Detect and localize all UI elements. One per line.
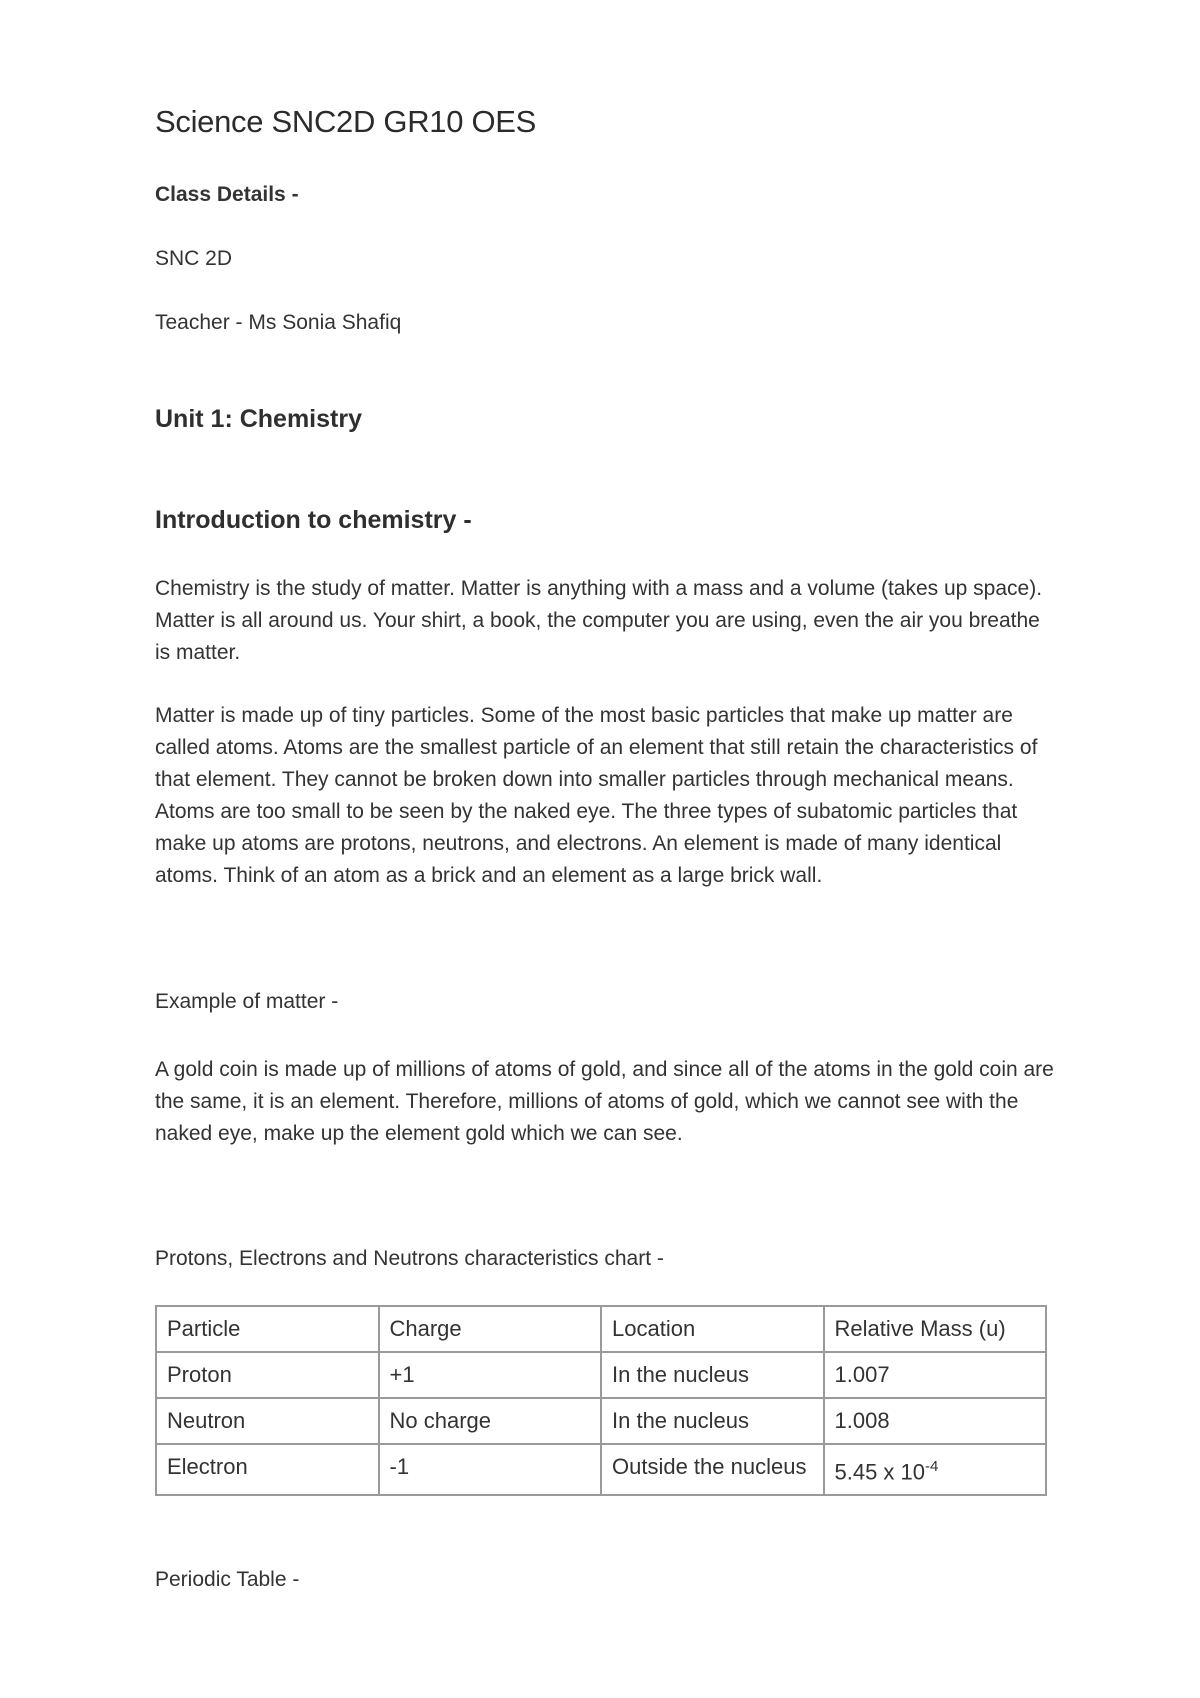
header-cell: Charge: [379, 1306, 602, 1352]
unit-heading: Unit 1: Chemistry: [155, 405, 362, 433]
class-details-label: Class Details -: [155, 183, 299, 206]
table-cell: +1: [379, 1352, 602, 1398]
table-cell: Electron: [156, 1444, 379, 1495]
table-cell: -1: [379, 1444, 602, 1495]
table-header-row: [156, 1306, 1046, 1352]
chart-label: Protons, Electrons and Neutrons characteristics chart -: [155, 1247, 664, 1270]
table-cell: Neutron: [156, 1398, 379, 1444]
intro-paragraph-2: Matter is made up of tiny particles. Some of the most basic particles that make up matter are called atoms. Atoms are the smallest particle of an element that still retain the characteristics of that element. They cannot be broken down into smaller particles through mechanical means. Atoms are too small to be seen by the naked eye. The three types of subatomic particles that make up atoms are protons, neutrons, and electrons. An element is made of many identical atoms. Think of an atom as a brick and an element as a large brick wall.: [155, 704, 1038, 887]
table-cell: 1.007: [824, 1352, 1047, 1398]
header-cell: Location: [601, 1306, 824, 1352]
electron-mass-exponent: -4: [925, 1458, 939, 1475]
intro-paragraph-1: Chemistry is the study of matter. Matter is anything with a mass and a volume (takes up space). Matter is all around us. Your shirt, a book, the computer you are using, even the air you breathe is matter.: [155, 577, 1043, 664]
example-label: Example of matter -: [155, 990, 339, 1013]
table-cell: In the nucleus: [601, 1352, 824, 1398]
intro-heading: Introduction to chemistry -: [155, 506, 472, 534]
course-code: SNC 2D: [155, 247, 233, 270]
table-cell: No charge: [379, 1398, 602, 1444]
header-cell: Particle: [156, 1306, 379, 1352]
table-cell: Proton: [156, 1352, 379, 1398]
example-paragraph: A gold coin is made up of millions of atoms of gold, and since all of the atoms in the gold coin are the same, it is an element. Therefore, millions of atoms of gold, which we cannot see with the naked eye, make up the element gold which we can see.: [155, 1058, 1054, 1145]
particles-table: [155, 1305, 1047, 1496]
table-row: [156, 1352, 1046, 1398]
document-title: Science SNC2D GR10 OES: [155, 104, 537, 139]
header-cell: Relative Mass (u): [824, 1306, 1047, 1352]
periodic-table-label: Periodic Table -: [155, 1568, 300, 1591]
table-cell: 1.008: [824, 1398, 1047, 1444]
table-row: [156, 1398, 1046, 1444]
electron-mass-cell: [824, 1444, 1047, 1495]
teacher-line: Teacher - Ms Sonia Shafiq: [155, 311, 402, 334]
table-cell: Outside the nucleus: [601, 1444, 824, 1495]
electron-mass-base: 5.45 x 10: [834, 1459, 926, 1485]
table-row: [156, 1444, 1046, 1495]
table-cell: In the nucleus: [601, 1398, 824, 1444]
